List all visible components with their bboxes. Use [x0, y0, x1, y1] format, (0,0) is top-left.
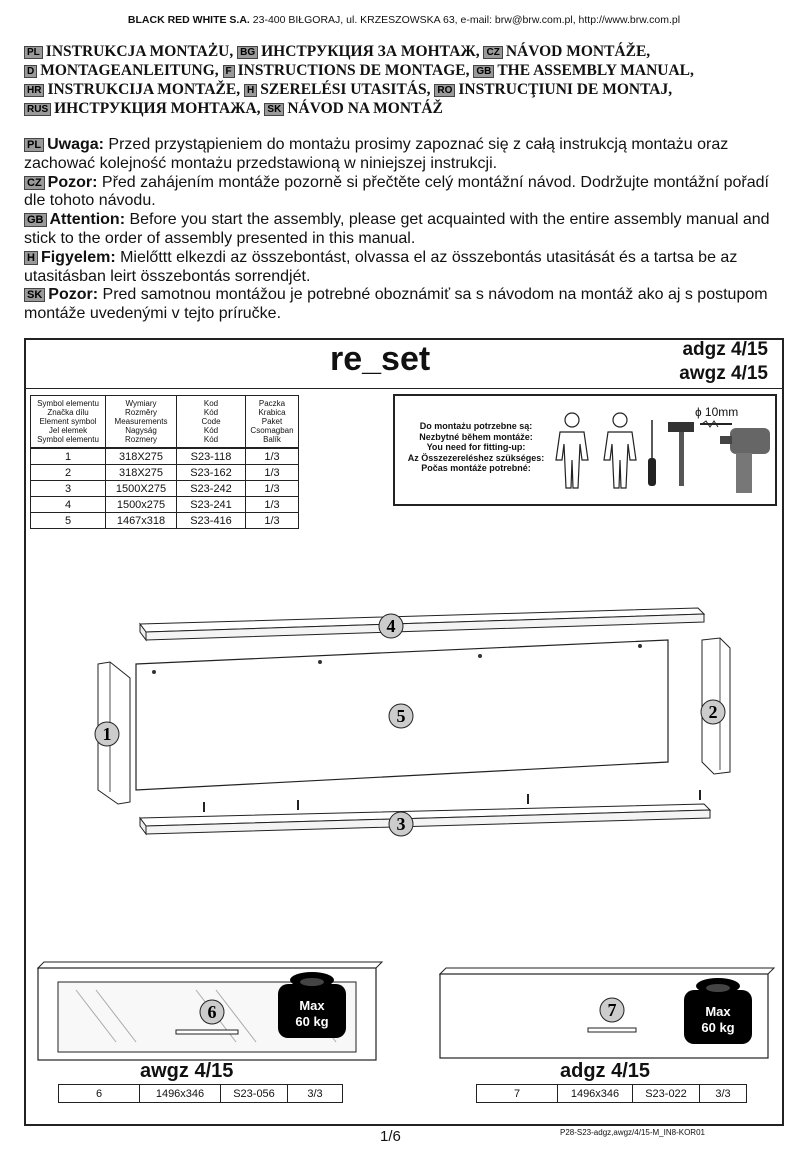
label-text: 7: [607, 1000, 617, 1020]
lang-tag: RO: [434, 84, 455, 97]
table-row: [31, 481, 299, 497]
header-line: Nagyság: [125, 426, 157, 435]
assembly-notes: [24, 136, 794, 324]
lang-title: MONTAGEANLEITUNG,: [40, 62, 219, 79]
cell: 7: [477, 1085, 558, 1103]
lang-title: INSTRUCTIONS DE MONTAGE,: [237, 62, 470, 79]
lang-title: ИНСТРУКЦИЯ ЗА МОНТАЖ,: [261, 43, 480, 60]
table-row: [59, 1085, 343, 1103]
model-code: awgz 4/15: [679, 363, 768, 384]
table-row: [31, 513, 299, 529]
lang-tag: CZ: [483, 46, 502, 59]
table-row: [31, 497, 299, 513]
variant-label: awgz 4/15: [140, 1060, 234, 1082]
header-line: Symbol elementu: [37, 435, 99, 444]
max-text: Max: [705, 1004, 731, 1019]
lang-tag: RUS: [24, 103, 51, 116]
note-label: Pozor:: [48, 286, 99, 304]
header-line: Rozmery: [124, 435, 157, 444]
drill-bit-icon: [695, 405, 738, 427]
part-label-1: [95, 722, 119, 746]
header-line: Kod: [203, 399, 219, 408]
lang-line: [24, 42, 794, 61]
variant-table: [476, 1084, 747, 1103]
label-text: 3: [396, 814, 406, 834]
model-codes: [640, 338, 768, 386]
note-tag: CZ: [24, 176, 45, 190]
person-icon: [604, 413, 636, 488]
lang-title: NÁVOD MONTÁŽE,: [505, 43, 651, 60]
cell: 1/3: [246, 465, 299, 481]
title-divider: [26, 388, 782, 389]
panel-4: [140, 608, 704, 640]
lang-title: NÁVOD NA MONTÁŽ: [287, 100, 443, 117]
note-tag: SK: [24, 288, 45, 302]
header-line: Jel elemek: [48, 426, 88, 435]
person-icon: [556, 413, 588, 488]
max-text: Max: [299, 998, 325, 1013]
parts-table: [30, 395, 299, 529]
panel-3: [140, 790, 710, 834]
label-text: 4: [386, 616, 396, 636]
note: [24, 286, 794, 324]
header-line: Csomagban: [250, 426, 294, 435]
lang-tag: F: [223, 65, 235, 78]
cell: 1/3: [246, 497, 299, 513]
header-line: Kód: [203, 408, 219, 417]
lang-title: SZERELÉSI UTASITÁS,: [260, 81, 431, 98]
cell: S23-118: [177, 448, 246, 465]
header-line: Krabica: [258, 408, 286, 417]
lang-title: INSTRUCŢIUNI DE MONTAJ,: [458, 81, 673, 98]
page-number: 1/6: [380, 1128, 401, 1145]
part-label-6: [200, 1000, 224, 1024]
cell: 1496x346: [558, 1085, 633, 1103]
language-titles: [24, 42, 794, 118]
cell: 318X275: [106, 465, 177, 481]
note-text: Pred samotnou montážou je potrebné oboznámiť sa s návodom na montáž ako aj s postupom montáže uvedenými v tejto príručke.: [24, 286, 768, 323]
company-header: [0, 14, 808, 26]
part-label-3: [389, 812, 413, 836]
lang-line: [24, 80, 794, 99]
lang-tag: H: [244, 84, 257, 97]
cell: S23-242: [177, 481, 246, 497]
cell: 6: [59, 1085, 140, 1103]
cabinet-glass-illustration: [36, 960, 386, 1064]
lang-tag: D: [24, 65, 37, 78]
drill-icon: [720, 428, 770, 493]
lang-tag: SK: [264, 103, 284, 116]
header-cell: [106, 396, 177, 449]
variant-label: adgz 4/15: [560, 1060, 651, 1082]
header-line: Symbol elementu: [37, 399, 99, 408]
label-text: 2: [708, 702, 718, 722]
note-tag: H: [24, 251, 38, 265]
header-line: Značka dílu: [47, 408, 89, 417]
assembly-diagram: [80, 596, 740, 846]
header-line: Wymiary: [125, 399, 157, 408]
tools-line: You need for fitting-up:: [426, 442, 526, 452]
cell: 1/3: [246, 513, 299, 529]
cell: 3: [31, 481, 106, 497]
product-title: re_set: [330, 340, 431, 378]
company-address: 23-400 BIŁGORAJ, ul. KRZESZOWSKA 63, e-mail: brw@brw.com.pl, http://www.brw.com.pl: [252, 14, 681, 26]
cell: S23-241: [177, 497, 246, 513]
lang-title: THE ASSEMBLY MANUAL,: [497, 62, 694, 79]
cell: 1500X275: [106, 481, 177, 497]
note-text: Przed przystąpieniem do montażu prosimy zapoznać się z całą instrukcją montażu oraz zachować kolejność montażu przedstawioną w niniejszej instrukcji.: [24, 136, 729, 172]
cell: 1500x275: [106, 497, 177, 513]
note-label: Uwaga:: [47, 136, 104, 153]
header-line: Rozměry: [124, 408, 157, 417]
variant-table: [58, 1084, 343, 1103]
cell: S23-022: [633, 1085, 700, 1103]
company-name: BLACK RED WHITE S.A.: [127, 14, 250, 26]
table-row: [477, 1085, 747, 1103]
note: [24, 249, 794, 287]
lang-tag: PL: [24, 46, 43, 59]
lang-title: INSTRUKCJA MONTAŻU,: [45, 43, 234, 60]
cell: 1496x346: [140, 1085, 221, 1103]
header-line: Paczka: [258, 399, 286, 408]
lang-tag: HR: [24, 84, 44, 97]
note-tag: GB: [24, 213, 47, 227]
tools-line: Az Összezereléshez szükséges:: [407, 452, 545, 463]
cell: 3/3: [288, 1085, 343, 1103]
note: [24, 174, 794, 212]
load-text: 60 kg: [295, 1014, 329, 1029]
note-text: Mielőttt elkezdi az összebontást, olvassa el az összebontás utasitását és a tartsa be az utasitásban leirt összebontás sorrendjét.: [24, 248, 738, 285]
cell: 1467x318: [106, 513, 177, 529]
cell: 1: [31, 448, 106, 465]
header-line: Paket: [261, 417, 283, 426]
cell: S23-056: [221, 1085, 288, 1103]
lang-line: [24, 99, 794, 118]
model-code: adgz 4/15: [682, 339, 768, 360]
header-line: Element symbol: [39, 417, 97, 426]
cell: 1/3: [246, 481, 299, 497]
header-line: Kód: [203, 435, 219, 444]
lang-tag: BG: [237, 46, 258, 59]
cabinet-solid-illustration: [438, 966, 778, 1062]
part-label-4: [379, 614, 403, 638]
tools-illustration: [540, 398, 776, 504]
table-row: [31, 448, 299, 465]
header-line: Measurements: [114, 417, 168, 426]
label-text: 1: [102, 724, 112, 744]
load-text: 60 kg: [701, 1020, 735, 1035]
note-text: Před zahájením montáže pozorně si přečtěte celý montážní návod. Dodržujte montážní pořadí dle tohoto návodu.: [24, 173, 769, 210]
cell: 1/3: [246, 448, 299, 465]
cell: 2: [31, 465, 106, 481]
header-line: Code: [201, 417, 221, 426]
header-cell: [246, 396, 299, 449]
note-label: Figyelem:: [40, 248, 116, 266]
lang-title: INSTRUKCIJA MONTAŽE,: [47, 81, 241, 98]
part-label-5: [389, 704, 413, 728]
header-line: Kód: [203, 426, 219, 435]
note: [24, 136, 794, 174]
document-code: P28-S23-adgz,awgz/4/15-M_IN8-KOR01: [560, 1128, 705, 1137]
header-line: Balík: [263, 435, 281, 444]
cell: 4: [31, 497, 106, 513]
header-cell: [177, 396, 246, 449]
note-tag: PL: [24, 138, 44, 152]
part-label-7: [600, 998, 624, 1022]
label-text: 6: [207, 1002, 217, 1022]
header-cell: [31, 396, 106, 449]
label-text: 5: [396, 706, 406, 726]
tools-text: [396, 421, 556, 474]
note-label: Pozor:: [47, 173, 98, 191]
tools-line: Počas montáže potrebné:: [421, 463, 531, 473]
lang-line: [24, 61, 794, 80]
note-text: Before you start the assembly, please get acquainted with the entire assembly manual and stick to the order of assembly presented in this manual.: [24, 211, 770, 247]
drill-size: ɸ 10mm: [695, 405, 739, 419]
tools-line: Nezbytné během montáže:: [419, 431, 533, 442]
cell: S23-416: [177, 513, 246, 529]
lang-tag: GB: [473, 65, 494, 78]
table-row: [31, 465, 299, 481]
lang-title: ИНСТРУКЦИЯ МОНТАЖА,: [54, 100, 261, 117]
screwdriver-icon: [648, 420, 656, 486]
cell: 5: [31, 513, 106, 529]
tools-line: Do montażu potrzebne są:: [419, 421, 533, 431]
parts-header-row: [31, 396, 299, 449]
cell: S23-162: [177, 465, 246, 481]
part-label-2: [701, 700, 725, 724]
hammer-icon: [668, 422, 694, 486]
note: [24, 211, 794, 249]
note-label: Attention:: [49, 211, 126, 229]
cell: 318X275: [106, 448, 177, 465]
cell: 3/3: [700, 1085, 747, 1103]
